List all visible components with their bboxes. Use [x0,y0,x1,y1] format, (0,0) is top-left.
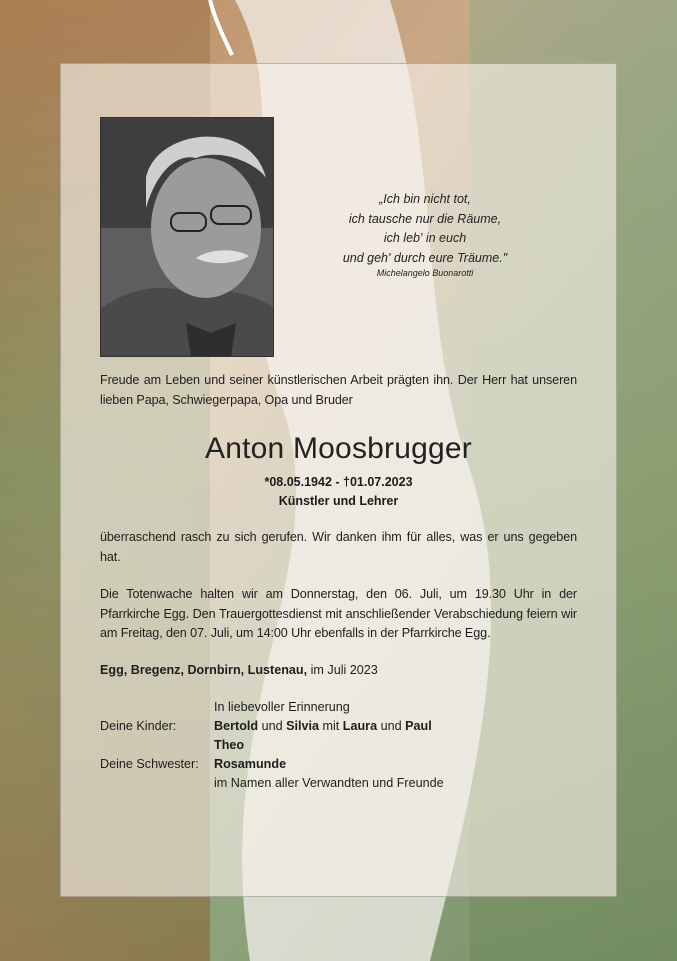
connector: und [377,719,406,733]
places: Egg, Bregenz, Dornbirn, Lustenau, [100,663,308,677]
grandchild-name: Laura [342,719,378,733]
child-name: Silvia [286,719,319,733]
deceased-name: Anton Moosbrugger [205,432,472,465]
quote-line: ich tausche nur die Räume, [348,211,502,226]
children-names-cont [214,736,244,755]
children-label: Deine Kinder: [100,719,177,733]
quote-author: Michelangelo Buonarotti [376,268,474,278]
grandchild-name: Paul [405,719,432,733]
children-names [214,717,432,736]
called-text: überraschend rasch zu sich gerufen. Wir danken ihm für alles, was er uns gegeben hat. [100,530,577,564]
connector: und [258,719,287,733]
quote-line: und geh' durch eure Träume." [342,250,508,265]
connector: mit [319,719,343,733]
sister-name-text: Rosamunde [214,757,287,771]
quote-line: ich leb' in euch [383,231,467,245]
sister-label: Deine Schwester: [100,757,199,771]
sister-name [214,755,286,774]
wake-text: Die Totenwache halten wir am Donnerstag, den 06. Juli, um 19.30 Uhr in der Pfarrkirche Egg. Den Trauergottesdienst mit anschließender Verabschiedung feiern wir am Freitag, den 07. Juli, um 14:00 Uhr ebenfalls in der Pfarrkirche Egg. [100,587,577,640]
mourners-closing: im Namen aller Verwandten und Freunde [214,776,444,790]
child-name: Bertold [214,719,259,733]
mourners-intro: In liebevoller Erinnerung [214,700,350,714]
portrait-photo [100,117,274,357]
profession: Künstler und Lehrer [278,494,399,508]
date-text: im Juli 2023 [307,663,378,677]
quote [300,190,550,279]
grandchild-name: Theo [214,738,245,752]
intro-text: Freude am Leben und seiner künstlerischen Arbeit prägten ihn. Der Herr hat unseren lieben Papa, Schwiegerpapa, Opa und Bruder [100,373,577,407]
quote-line: „Ich bin nicht tot, [379,192,471,206]
life-dates: *08.05.1942 - †01.07.2023 [264,475,413,489]
place-date [100,661,378,680]
